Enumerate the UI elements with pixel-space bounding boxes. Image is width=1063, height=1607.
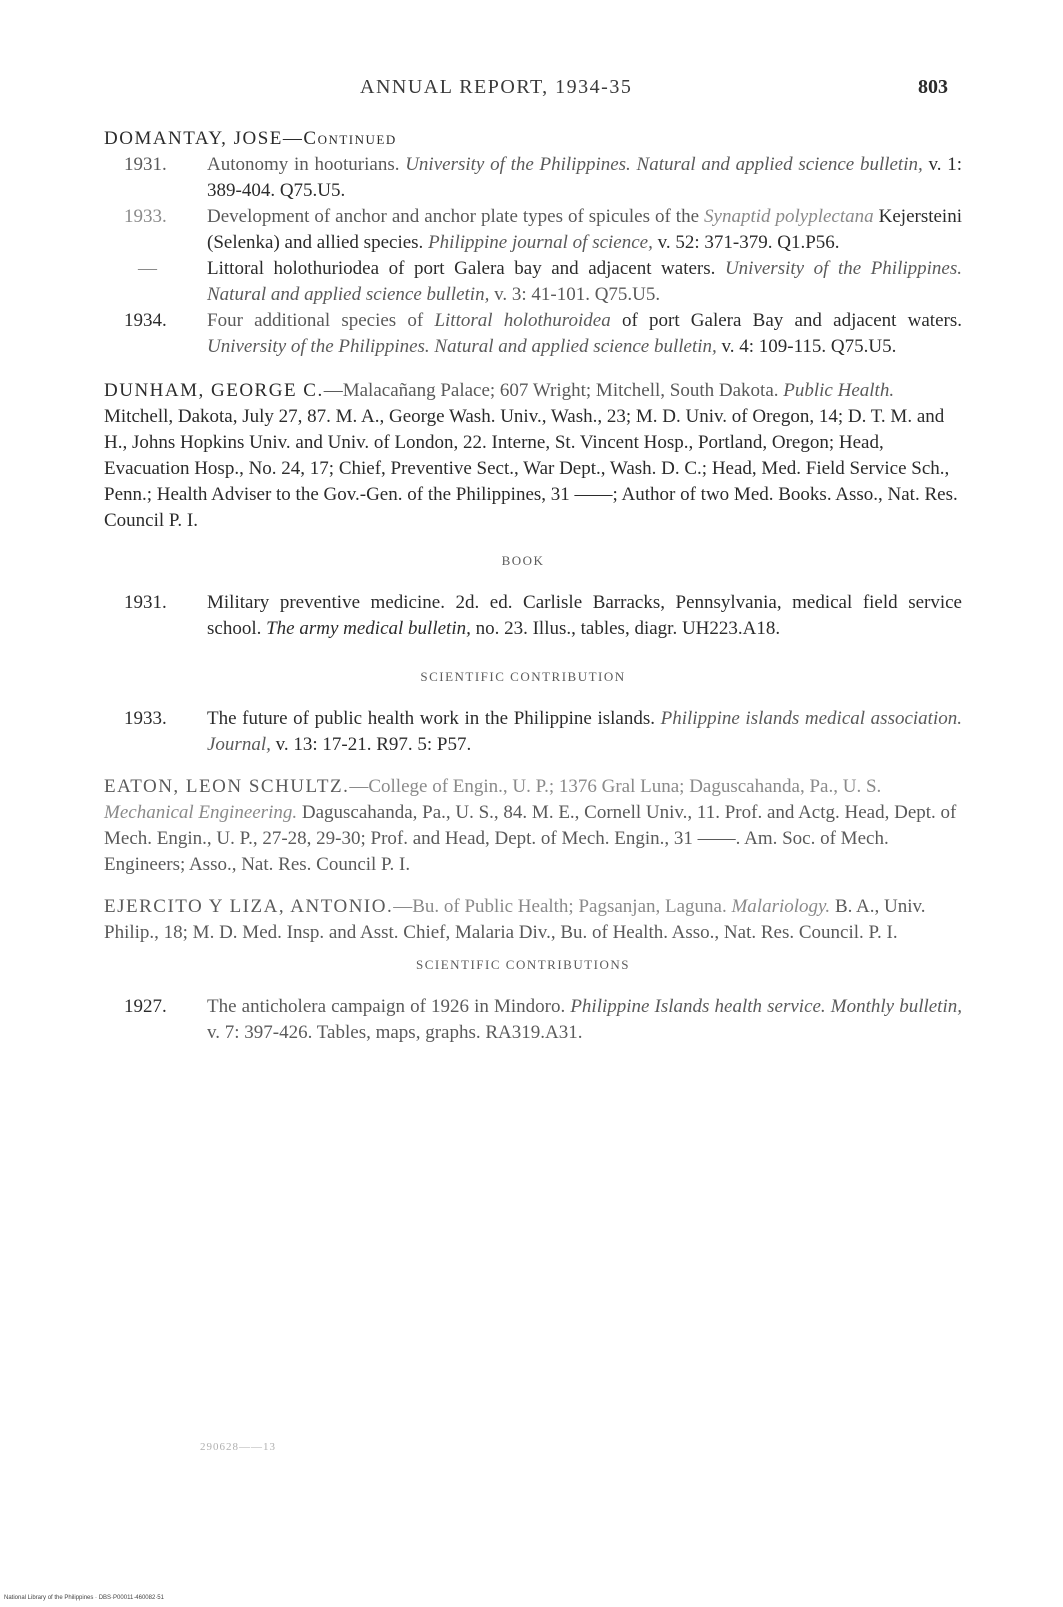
citation-ref: v. 3: 41-101. Q75.U5. [489, 284, 661, 305]
citation-item [104, 590, 962, 642]
citation-title: Autonomy in hooturians. [207, 154, 406, 175]
citation-journal: University of the Philippines. Natural and applied science bulletin, [207, 336, 717, 357]
citation-title: Four additional species of [207, 310, 435, 331]
section-heading-book: BOOK [501, 553, 545, 568]
citation-title: Development of anchor and anchor plate types of spicules of the [207, 206, 705, 227]
citation-year: 1933. [124, 206, 167, 227]
citation-species: Synaptid polyplectana [704, 206, 874, 227]
entry-address: —Malacañang Palace; 607 Wright; Mitchell, South Dakota. [323, 380, 784, 401]
entry-bio: Daguscahanda, Pa., U. S., 84. M. E., Cornell Univ., 11. Prof. and Actg. Head, Dept. of Mech. Engin., U. P., 27-28, 29-30; Prof. and Head, Dept. of Mech. Engin., 31 ——. Am. Soc. of Mech. Engineers; Asso., Nat. Res. Council P. I. [104, 802, 957, 875]
citation-ref: v. 4: 109-115. Q75.U5. [716, 336, 897, 357]
page-number: 803 [918, 76, 948, 98]
entry-address: —Bu. of Public Health; Pagsanjan, Laguna. [393, 896, 732, 917]
running-head [0, 76, 1063, 106]
citation-title: The future of public health work in the Philippine islands. [207, 708, 661, 729]
citation-journal: University of the Philippines. Natural and applied science bulletin, [207, 258, 962, 305]
entry-dunham [104, 378, 962, 534]
citation-journal: The army medical bulletin, [266, 618, 471, 639]
entry-field: Public Health. [783, 380, 895, 401]
citation-year: 1927. [124, 996, 167, 1017]
entry-bio: B. A., Univ. Philip., 18; M. D. Med. Insp. and Asst. Chief, Malaria Div., Bu. of Health. Asso., Nat. Res. Council. P. I. [104, 896, 926, 943]
citation-title: The anticholera campaign of 1926 in Mindoro. [207, 996, 571, 1017]
citation-journal: University of the Philippines. Natural and applied science bulletin, [405, 154, 923, 175]
citation-year: 1933. [124, 708, 167, 729]
citation-item [104, 706, 962, 758]
entry-heading-domantay: DOMANTAY, JOSE—Continued [104, 128, 397, 149]
citation-species: Littoral holothuroidea [434, 310, 611, 331]
entry-field: Mechanical Engineering. [104, 802, 298, 823]
citation-item [104, 308, 962, 360]
section-heading-contributions: SCIENTIFIC CONTRIBUTIONS [415, 957, 631, 972]
citation-item [104, 256, 962, 308]
entry-eaton [104, 774, 962, 878]
citation-title: Military preventive medicine. 2d. ed. Carlisle Barracks, Pennsylvania, medical field service school. [207, 592, 962, 639]
citation-ref: v. 7: 397-426. Tables, maps, graphs. RA319.A31. [207, 1022, 583, 1043]
citation-ref: no. 23. Illus., tables, diagr. UH223.A18. [470, 618, 781, 639]
section-heading-contribution: SCIENTIFIC CONTRIBUTION [420, 669, 626, 684]
citation-title-cont: Kejersteini (Selenka) and allied species. [207, 206, 962, 253]
citation-year: 1931. [124, 592, 167, 613]
citation-item [104, 204, 962, 256]
entry-bio: Mitchell, Dakota, July 27, 87. M. A., George Wash. Univ., Wash., 23; M. D. Univ. of Oregon, 14; D. T. M. and H., Johns Hopkins Univ. and Univ. of London, 22. Interne, St. Vincent Hosp., Portland, Oregon; Head, Evacuation Hosp., No. 24, 17; Chief, Preventive Sect., War Dept., Wash. D. C.; Head, Med. Field Service Sch., Penn.; Health Adviser to the Gov.-Gen. of the Philippines, 31 ——; Author of two Med. Books. Asso., Nat. Res. Council P. I. [104, 406, 958, 531]
citation-journal: Philippine Islands health service. Monthly bulletin, [570, 996, 962, 1017]
entry-field: Malariology. [731, 896, 831, 917]
citation-journal: Philippine islands medical association. Journal, [207, 708, 962, 755]
entry-ejercito [104, 894, 962, 946]
citation-ref: v. 52: 371-379. Q1.P56. [652, 232, 840, 253]
citation-year: — [138, 258, 157, 279]
entry-name: DUNHAM, GEORGE C. [104, 380, 324, 401]
body-text [104, 126, 962, 1046]
entry-address: —College of Engin., U. P.; 1376 Gral Luna; Daguscahanda, Pa., U. S. [349, 776, 882, 797]
citation-item [104, 152, 962, 204]
running-title: ANNUAL REPORT, 1934-35 [360, 76, 633, 98]
entry-name: EATON, LEON SCHULTZ. [104, 776, 350, 797]
printer-signature: 290628——13 [200, 1441, 276, 1453]
citation-title-cont: of port Galera Bay and adjacent waters. [610, 310, 962, 331]
citation-year: 1931. [124, 154, 167, 175]
citation-year: 1934. [124, 310, 167, 331]
citation-title: Littoral holothuriodea of port Galera bay and adjacent waters. [207, 258, 725, 279]
citation-ref: v. 13: 17-21. R97. 5: P57. [270, 734, 472, 755]
citation-item [104, 994, 962, 1046]
citation-journal: Philippine journal of science, [428, 232, 653, 253]
entry-name: EJERCITO Y LIZA, ANTONIO. [104, 896, 394, 917]
source-watermark: National Library of the Philippines · DBS·P00011·460082·51 [4, 1595, 164, 1601]
citation-ref: v. 1: 389-404. Q75.U5. [207, 154, 962, 201]
